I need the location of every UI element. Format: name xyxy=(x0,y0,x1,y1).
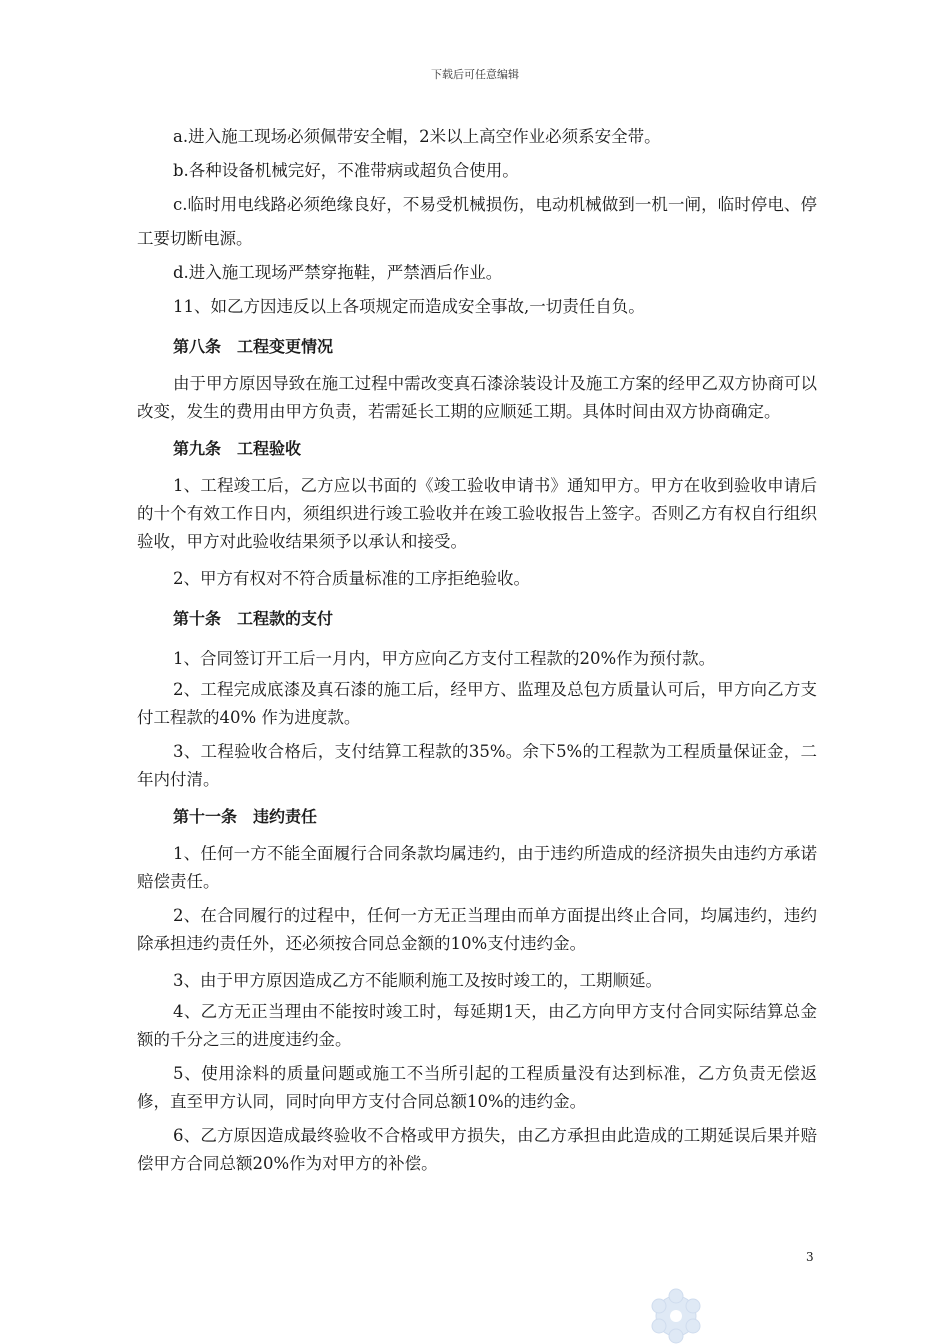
paragraph: 2、工程完成底漆及真石漆的施工后，经甲方、监理及总包方质量认可后，甲方向乙方支付工程款的40% 作为进度款。 xyxy=(137,680,817,727)
paragraph: 11、如乙方因违反以上各项规定而造成安全事故,一切责任自负。 xyxy=(173,297,645,316)
paragraph: c.临时用电线路必须绝缘良好，不易受机械损伤，电动机械做到一机一闸，临时停电、停工要切断电源。 xyxy=(137,195,817,248)
paragraph: 4、乙方无正当理由不能按时竣工时，每延期1天，由乙方向甲方支付合同实际结算总金额的千分之三的进度违约金。 xyxy=(137,1002,817,1049)
paragraph: 2、甲方有权对不符合质量标准的工序拒绝验收。 xyxy=(173,569,530,588)
snowflake-watermark-icon xyxy=(640,1282,712,1344)
document-body xyxy=(137,120,817,1184)
section-heading: 第八条 工程变更情况 xyxy=(173,337,334,356)
paragraph: 1、工程竣工后，乙方应以书面的《竣工验收申请书》通知甲方。甲方在收到验收申请后的十个有效工作日内，须组织进行竣工验收并在竣工验收报告上签字。否则乙方有权自行组织验收，甲方对此验收结果须予以承认和接受。 xyxy=(137,476,817,551)
paragraph: 由于甲方原因导致在施工过程中需改变真石漆涂装设计及施工方案的经甲乙双方协商可以改变，发生的费用由甲方负责，若需延长工期的应顺延工期。具体时间由双方协商确定。 xyxy=(137,374,817,421)
paragraph: 2、在合同履行的过程中，任何一方无正当理由而单方面提出终止合同，均属违约，违约除承担违约责任外，还必须按合同总金额的10%支付违约金。 xyxy=(137,906,817,953)
paragraph: d.进入施工现场严禁穿拖鞋，严禁酒后作业。 xyxy=(173,263,503,282)
paragraph: 6、乙方原因造成最终验收不合格或甲方损失，由乙方承担由此造成的工期延误后果并赔偿甲方合同总额20%作为对甲方的补偿。 xyxy=(137,1126,817,1173)
paragraph: 1、合同签订开工后一月内，甲方应向乙方支付工程款的20%作为预付款。 xyxy=(173,649,716,668)
paragraph: 3、由于甲方原因造成乙方不能顺利施工及按时竣工的，工期顺延。 xyxy=(173,971,662,990)
section-heading: 第九条 工程验收 xyxy=(173,439,302,458)
paragraph: 3、工程验收合格后，支付结算工程款的35%。余下5%的工程款为工程质量保证金，二年内付清。 xyxy=(137,742,817,789)
paragraph: 1、任何一方不能全面履行合同条款均属违约，由于违约所造成的经济损失由违约方承诺赔偿责任。 xyxy=(137,844,817,891)
paragraph: a.进入施工现场必须佩带安全帽，2米以上高空作业必须系安全带。 xyxy=(173,127,661,146)
paragraph: 5、使用涂料的质量问题或施工不当所引起的工程质量没有达到标准，乙方负责无偿返修，直至甲方认同，同时向甲方支付合同总额10%的违约金。 xyxy=(137,1064,817,1111)
section-heading: 第十条 工程款的支付 xyxy=(173,609,334,628)
page-header: 下载后可任意编辑 xyxy=(431,68,519,81)
section-heading: 第十一条 违约责任 xyxy=(173,807,318,826)
page-number: 3 xyxy=(806,1250,814,1264)
paragraph: b.各种设备机械完好，不准带病或超负合使用。 xyxy=(173,161,519,180)
